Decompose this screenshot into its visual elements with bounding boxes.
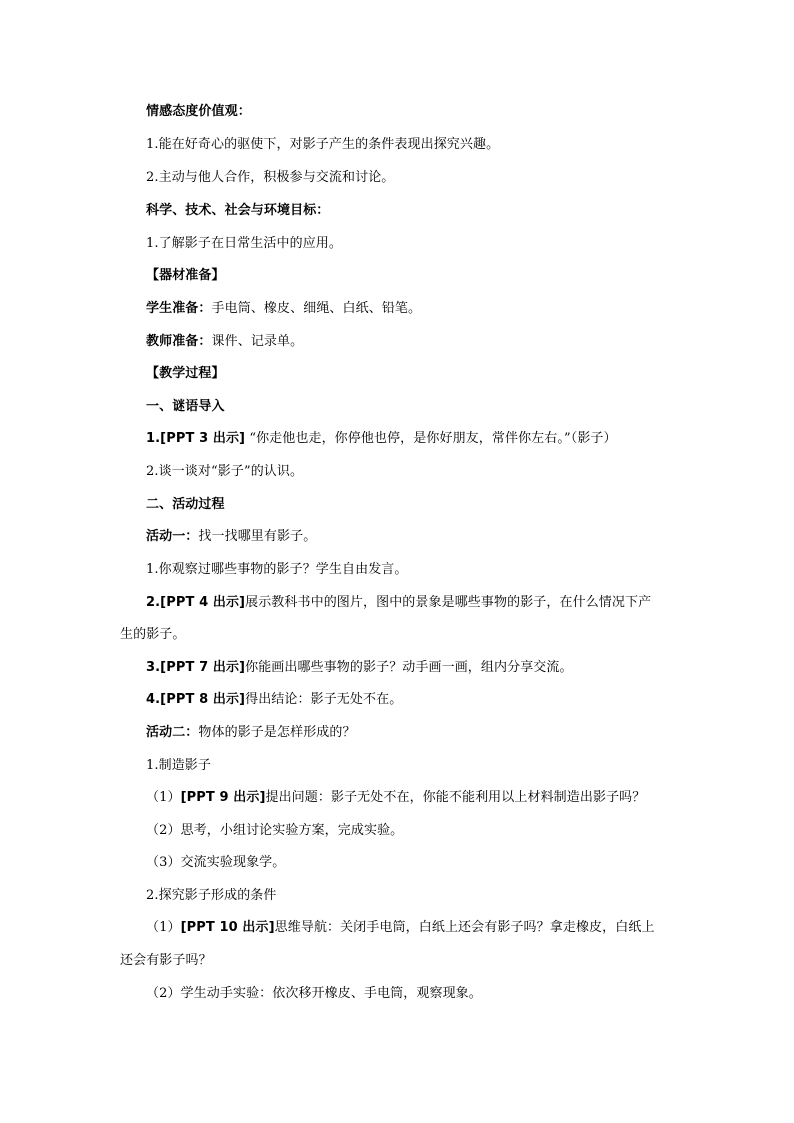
activity1-text: 找一找哪里有影子。 xyxy=(198,529,317,544)
ppt7-tag: 3.[PPT 7 出示] xyxy=(146,660,246,675)
student-prep xyxy=(146,301,706,317)
section2-heading: 二、活动过程 xyxy=(146,497,225,512)
student-prep-label: 学生准备： xyxy=(146,301,212,316)
teacher-prep-label: 教师准备： xyxy=(146,334,212,349)
item-number: （1） xyxy=(146,920,181,935)
activity1-item-1: 1.你观察过哪些事物的影子？学生自由发言。 xyxy=(146,562,408,577)
activity1-item-2-cont: 生的影子。 xyxy=(120,627,186,642)
ppt3-tag: 1.[PPT 3 出示] xyxy=(146,431,246,446)
activity2-item-2b: （2）学生动手实验：依次移开橡皮、手电筒，观察现象。 xyxy=(146,986,482,1001)
activity2-item-2a-cont: 还会有影子吗？ xyxy=(120,953,212,968)
ppt8-tag: 4.[PPT 8 出示] xyxy=(146,692,246,707)
ppt4-tag: 2.[PPT 4 出示] xyxy=(146,595,246,610)
sts-item-1: 1.了解影子在日常生活中的应用。 xyxy=(146,236,343,251)
activity2-text: 物体的影子是怎样形成的？ xyxy=(198,725,356,740)
affect-item-2: 2.主动与他人合作，积极参与交流和讨论。 xyxy=(146,170,395,185)
teacher-prep-text: 课件、记录单。 xyxy=(211,334,304,349)
activity2-item-1a-text: 提出问题：影子无处不在，你能不能利用以上材料制造出影子吗？ xyxy=(265,790,646,805)
activity2-item-1: 1.制造影子 xyxy=(146,758,212,773)
affect-item-1: 1.能在好奇心的驱使下，对影子产生的条件表现出探究兴趣。 xyxy=(146,137,500,152)
activity2-label: 活动二： xyxy=(146,725,199,740)
ppt9-tag: [PPT 9 出示] xyxy=(180,790,266,805)
activity1-item-2 xyxy=(146,595,706,611)
activity1-label: 活动一： xyxy=(146,529,199,544)
teacher-prep xyxy=(146,334,706,350)
section1-item-1 xyxy=(146,431,706,447)
activity1-item-2-text: 展示教科书中的图片，图中的景象是哪些事物的影子，在什么情况下产 xyxy=(245,595,652,610)
process-heading: 【教学过程】 xyxy=(146,366,225,381)
sts-heading: 科学、技术、社会与环境目标： xyxy=(146,203,330,218)
section1-item-2: 2.谈一谈对“影子”的认识。 xyxy=(146,464,304,479)
activity2-item-2a-text: 思维导航：关闭手电筒，白纸上还会有影子吗？拿走橡皮，白纸上 xyxy=(274,920,655,935)
activity2-item-2a xyxy=(146,920,706,936)
activity1-heading xyxy=(146,529,706,545)
activity2-item-1a xyxy=(146,790,706,806)
activity1-item-3 xyxy=(146,660,706,676)
riddle-text: “你走他也走，你停他也停，是你好朋友，常伴你左右。”（影子） xyxy=(249,431,617,446)
activity2-heading xyxy=(146,725,706,741)
equip-heading: 【器材准备】 xyxy=(146,268,225,283)
activity1-item-4 xyxy=(146,692,706,708)
student-prep-text: 手电筒、橡皮、细绳、白纸、铅笔。 xyxy=(211,301,422,316)
ppt10-tag: [PPT 10 出示] xyxy=(180,920,275,935)
activity1-item-3-text: 你能画出哪些事物的影子？动手画一画，组内分享交流。 xyxy=(245,660,573,675)
activity2-item-1b: （2）思考，小组讨论实验方案，完成实验。 xyxy=(146,823,404,838)
item-number: （1） xyxy=(146,790,181,805)
affect-heading: 情感态度价值观： xyxy=(146,104,251,119)
section1-heading: 一、谜语导入 xyxy=(146,399,225,414)
activity1-item-4-text: 得出结论：影子无处不在。 xyxy=(245,692,403,707)
activity2-item-2: 2.探究影子形成的条件 xyxy=(146,888,277,903)
activity2-item-1c: （3）交流实验现象学。 xyxy=(146,855,286,870)
